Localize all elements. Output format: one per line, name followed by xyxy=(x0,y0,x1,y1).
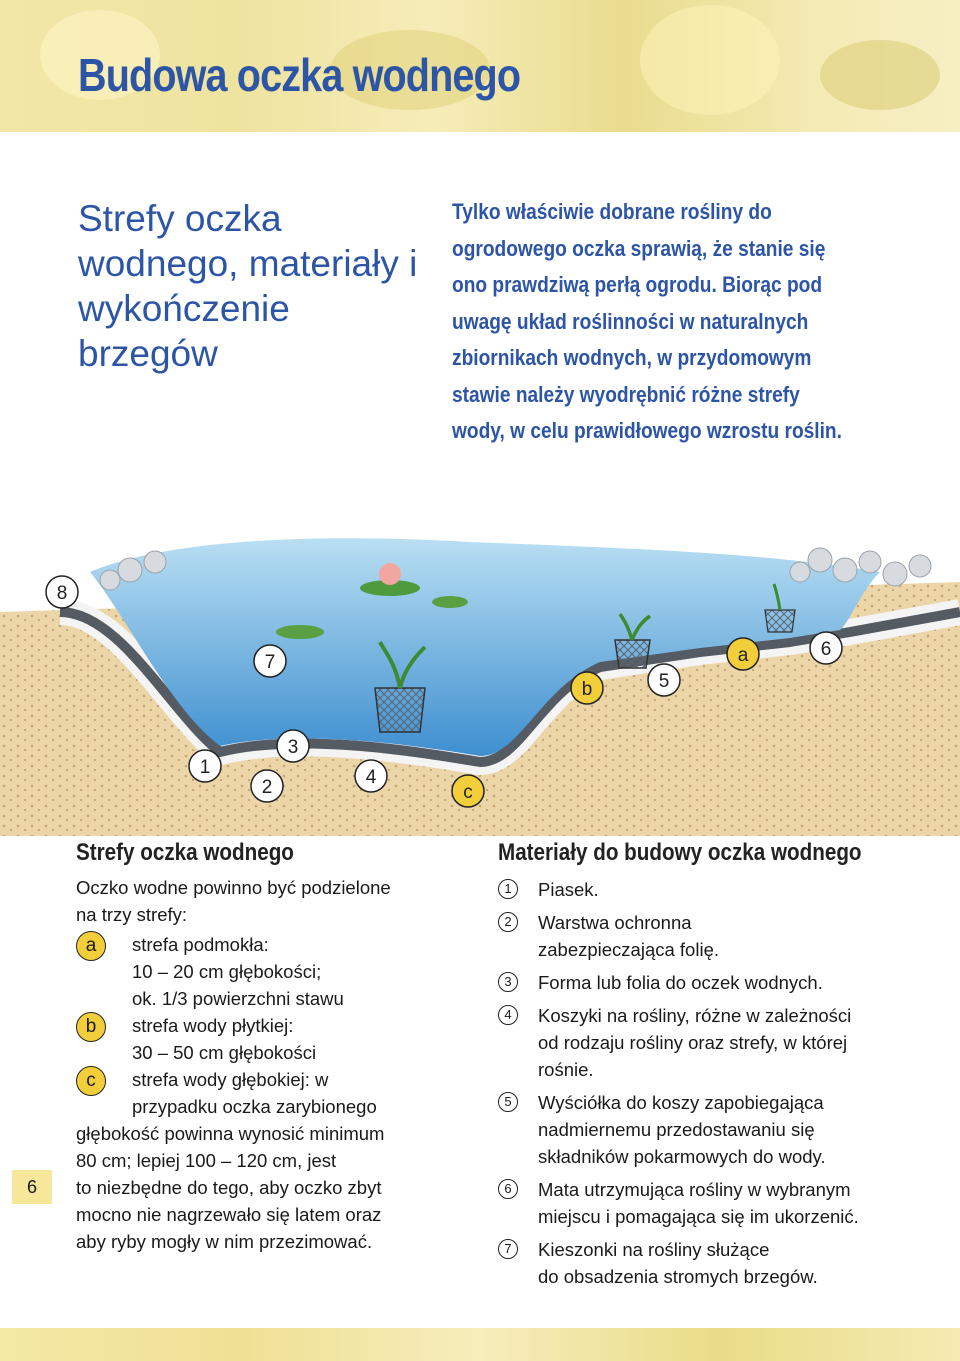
svg-text:6: 6 xyxy=(820,639,832,660)
zone-b-text: strefa wody płytkiej: xyxy=(132,1015,294,1036)
zones-column xyxy=(76,838,471,1255)
material-text: Mata utrzymująca rośliny w wybranym xyxy=(538,1179,851,1200)
material-text: Warstwa ochronna xyxy=(538,912,692,933)
zone-a-badge: a xyxy=(76,931,106,961)
diagram-label-b xyxy=(571,672,603,704)
pond-diagram xyxy=(0,462,960,836)
zone-b xyxy=(76,1012,471,1066)
svg-text:2: 2 xyxy=(261,777,273,798)
zones-intro-line: na trzy strefy: xyxy=(76,904,188,925)
zone-a-text: strefa podmokła: xyxy=(132,934,269,955)
svg-text:7: 7 xyxy=(264,652,276,673)
material-number: 2 xyxy=(498,912,518,932)
zone-a xyxy=(76,931,471,1012)
material-number: 6 xyxy=(498,1179,518,1199)
zone-c-line: to niezbędne do tego, aby oczko zbyt xyxy=(76,1177,382,1198)
material-text: rośnie. xyxy=(538,1059,594,1080)
materials-column xyxy=(498,838,918,1296)
header-band xyxy=(0,0,960,132)
material-item xyxy=(498,1236,918,1290)
material-text: miejscu i pomagająca się im ukorzenić. xyxy=(538,1206,859,1227)
zone-a-text: ok. 1/3 powierzchni stawu xyxy=(132,988,344,1009)
material-text: Kieszonki na rośliny służące xyxy=(538,1239,770,1260)
svg-text:3: 3 xyxy=(287,737,299,758)
decor-blob xyxy=(640,5,780,115)
material-text: zabezpieczająca folię. xyxy=(538,939,719,960)
diagram-label-2 xyxy=(251,770,283,802)
diagram-label-3 xyxy=(277,730,309,762)
material-item xyxy=(498,876,918,903)
diagram-label-7 xyxy=(254,645,286,677)
material-number: 3 xyxy=(498,972,518,992)
material-number: 7 xyxy=(498,1239,518,1259)
zone-a-text: 10 – 20 cm głębokości; xyxy=(132,961,322,982)
zone-c-text: przypadku oczka zarybionego xyxy=(132,1096,377,1117)
material-item xyxy=(498,1176,918,1230)
svg-text:4: 4 xyxy=(365,767,377,788)
diagram-label-4 xyxy=(355,760,387,792)
material-text: od rodzaju rośliny oraz strefy, w której xyxy=(538,1032,848,1053)
material-number: 1 xyxy=(498,879,518,899)
zones-intro-line: Oczko wodne powinno być podzielone xyxy=(76,877,391,898)
material-item xyxy=(498,1002,918,1083)
zones-intro xyxy=(76,874,471,928)
section-title: Strefy oczka wodnego, materiały i wykończenie brzegów xyxy=(78,198,418,374)
material-item xyxy=(498,909,918,963)
material-text: Wyściółka do koszy zapobiegająca xyxy=(538,1092,824,1113)
materials-list xyxy=(498,876,918,1290)
svg-text:8: 8 xyxy=(56,583,68,604)
diagram-label-1 xyxy=(189,750,221,782)
material-text: nadmiernemu przedostawaniu się xyxy=(538,1119,815,1140)
svg-text:1: 1 xyxy=(199,757,211,778)
decor-blob xyxy=(820,40,940,110)
zone-c-text: strefa wody głębokiej: w xyxy=(132,1069,329,1090)
zone-c-badge: c xyxy=(76,1066,106,1096)
material-text: Koszyki na rośliny, różne w zależności xyxy=(538,1005,852,1026)
zone-c-line: 80 cm; lepiej 100 – 120 cm, jest xyxy=(76,1150,337,1171)
footer-band xyxy=(0,1328,960,1361)
zone-c-line: mocno nie nagrzewało się latem oraz xyxy=(76,1204,382,1225)
svg-text:b: b xyxy=(581,679,593,700)
material-number: 4 xyxy=(498,1005,518,1025)
pond-illustration xyxy=(0,462,960,836)
material-item xyxy=(498,969,918,996)
material-item xyxy=(498,1089,918,1170)
zones-heading: Strefy oczka wodnego xyxy=(76,839,294,866)
material-text: do obsadzenia stromych brzegów. xyxy=(538,1266,818,1287)
zone-c xyxy=(76,1066,471,1120)
zone-c-line: aby ryby mogły w nim przezimować. xyxy=(76,1231,373,1252)
zone-b-badge: b xyxy=(76,1012,106,1042)
zone-c-line: głębokość powinna wynosić minimum xyxy=(76,1123,385,1144)
svg-text:a: a xyxy=(737,645,749,666)
intro-paragraph: Tylko właściwie dobrane rośliny do ogrodowego oczka sprawią, że stanie się ono prawdziwą perłą ogrodu. Biorąc pod uwagę układ roślinności w naturalnych zbiornikach wodnych, w przydomowym stawie należy wyodrębnić różne strefy wody, w celu prawidłowego wzrostu roślin. xyxy=(452,199,842,443)
diagram-label-6 xyxy=(810,632,842,664)
page-number: 6 xyxy=(12,1170,52,1204)
diagram-label-a xyxy=(727,638,759,670)
diagram-label-8 xyxy=(46,576,78,608)
svg-text:c: c xyxy=(463,782,473,803)
diagram-label-c xyxy=(452,775,484,807)
diagram-label-5 xyxy=(648,664,680,696)
page-title: Budowa oczka wodnego xyxy=(78,49,521,101)
materials-heading: Materiały do budowy oczka wodnego xyxy=(498,839,862,866)
material-number: 5 xyxy=(498,1092,518,1112)
zone-b-text: 30 – 50 cm głębokości xyxy=(132,1042,317,1063)
svg-text:5: 5 xyxy=(658,671,670,692)
zone-c-continued xyxy=(76,1120,471,1255)
material-text: składników pokarmowych do wody. xyxy=(538,1146,826,1167)
material-text: Forma lub folia do oczek wodnych. xyxy=(538,972,823,993)
material-text: Piasek. xyxy=(538,879,599,900)
